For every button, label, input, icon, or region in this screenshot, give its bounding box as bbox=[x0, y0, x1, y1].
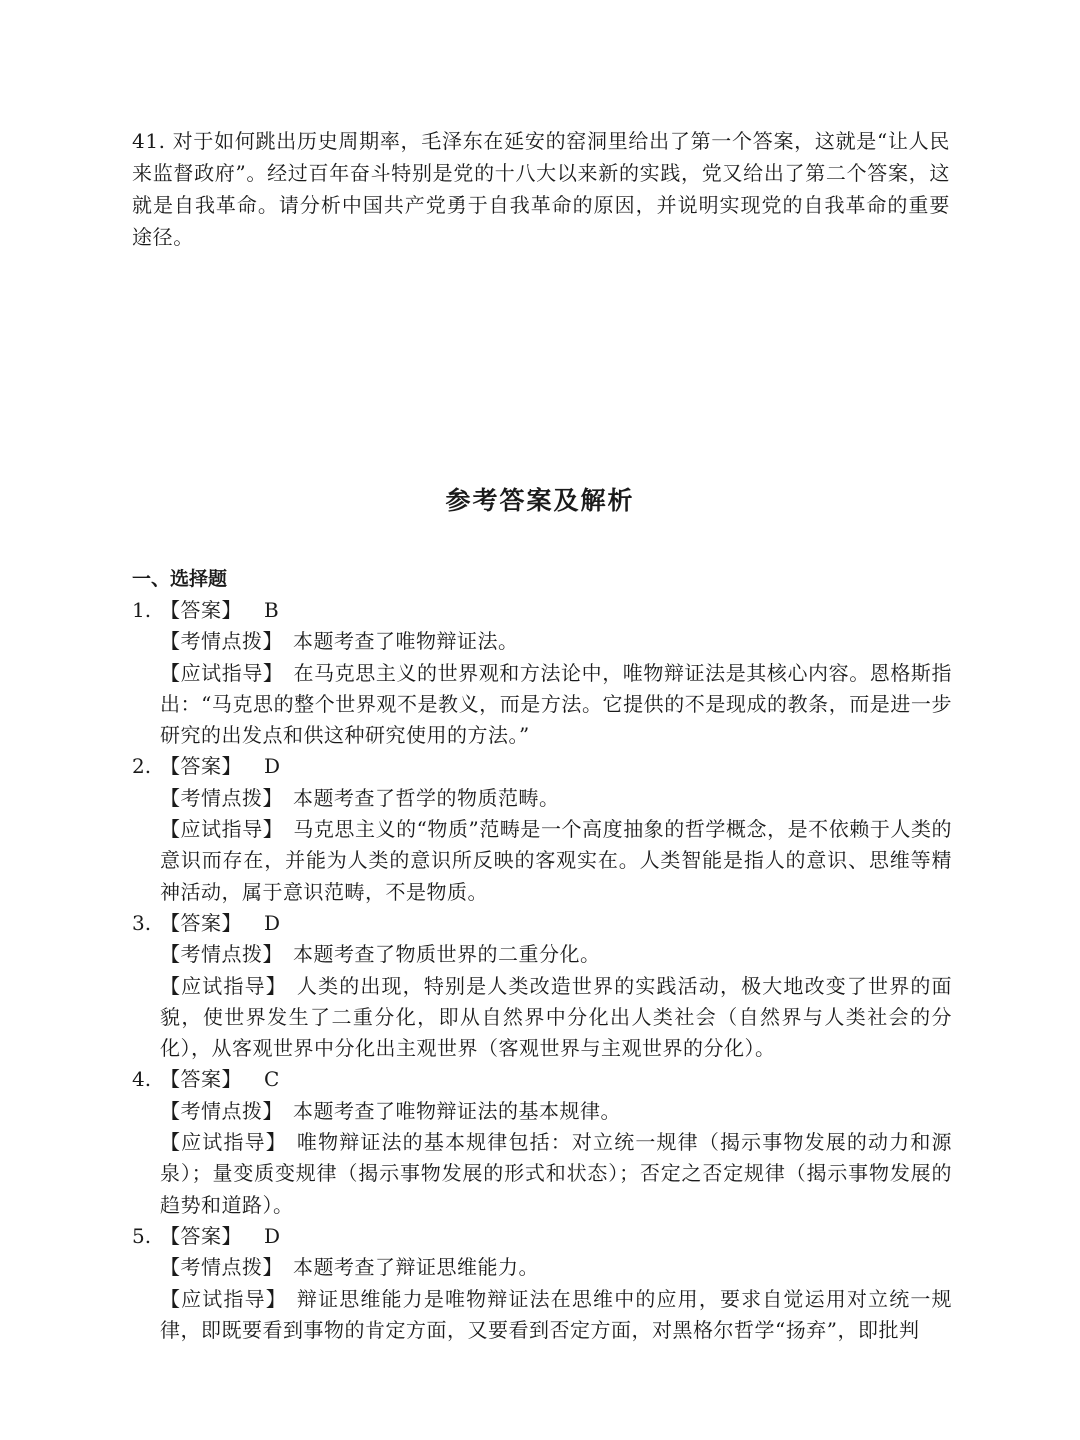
answer-value: B bbox=[264, 598, 279, 622]
item-number: 1. bbox=[132, 598, 152, 622]
guide-label: 【应试指导】 bbox=[160, 1286, 287, 1311]
answer-list bbox=[132, 595, 952, 1346]
answer-line bbox=[132, 595, 952, 626]
point-label: 【考情点拨】 bbox=[160, 629, 283, 654]
answer-label: 【答案】 bbox=[160, 1067, 242, 1092]
point-label: 【考情点拨】 bbox=[160, 942, 283, 967]
answer-value: D bbox=[264, 910, 281, 935]
answer-line bbox=[132, 1064, 952, 1095]
answer-line bbox=[132, 908, 952, 939]
answer-line bbox=[132, 751, 952, 782]
answer-value: D bbox=[264, 1223, 281, 1248]
point-paragraph bbox=[160, 1096, 952, 1127]
guide-text: 辩证思维能力是唯物辩证法在思维中的应用，要求自觉运用对立统一规律，即既要看到事物的肯定方面，又要看到否定方面，对黑格尔哲学“扬弃”，即批判 bbox=[160, 1286, 953, 1342]
guide-label: 【应试指导】 bbox=[160, 973, 287, 998]
point-text: 本题考查了辩证思维能力。 bbox=[293, 1255, 539, 1280]
answer-label: 【答案】 bbox=[160, 1223, 242, 1248]
answer-item-2 bbox=[132, 751, 952, 907]
item-number: 4. bbox=[132, 1067, 152, 1092]
guide-paragraph bbox=[160, 1284, 952, 1347]
guide-paragraph bbox=[160, 658, 952, 752]
answer-label: 【答案】 bbox=[160, 754, 242, 779]
answer-value: D bbox=[264, 754, 281, 779]
point-text: 本题考查了唯物辩证法的基本规律。 bbox=[293, 1098, 621, 1123]
point-label: 【考情点拨】 bbox=[160, 785, 283, 810]
answer-item-1 bbox=[132, 595, 952, 751]
point-text: 本题考查了唯物辩证法。 bbox=[293, 629, 519, 654]
point-paragraph bbox=[160, 1252, 952, 1283]
item-number: 3. bbox=[132, 910, 152, 935]
point-paragraph bbox=[160, 783, 952, 814]
answer-line bbox=[132, 1221, 952, 1252]
point-paragraph bbox=[160, 939, 952, 970]
guide-label: 【应试指导】 bbox=[160, 817, 284, 842]
point-paragraph bbox=[160, 626, 952, 657]
guide-paragraph bbox=[160, 814, 952, 908]
point-label: 【考情点拨】 bbox=[160, 1098, 283, 1123]
item-number: 5. bbox=[132, 1223, 152, 1248]
guide-paragraph bbox=[160, 1127, 952, 1221]
answer-label: 【答案】 bbox=[160, 910, 242, 935]
point-text: 本题考查了哲学的物质范畴。 bbox=[293, 785, 560, 810]
answer-item-5 bbox=[132, 1221, 952, 1346]
section-heading: 一、选择题 bbox=[132, 568, 228, 590]
answer-item-3 bbox=[132, 908, 952, 1064]
answer-label: 【答案】 bbox=[160, 598, 242, 622]
answer-value: C bbox=[264, 1067, 280, 1092]
point-label: 【考情点拨】 bbox=[160, 1255, 283, 1280]
guide-label: 【应试指导】 bbox=[160, 1130, 287, 1155]
guide-paragraph bbox=[160, 971, 952, 1065]
page-title: 参考答案及解析 bbox=[445, 486, 635, 515]
item-number: 2. bbox=[132, 754, 152, 779]
guide-text: 在马克思主义的世界观和方法论中，唯物辩证法是其核心内容。恩格斯指出：“马克思的整个世界观不是教义，而是方法。它提供的不是现成的教条，而是进一步研究的出发点和供这种研究使用的方法。” bbox=[160, 660, 953, 748]
guide-label: 【应试指导】 bbox=[160, 660, 284, 685]
guide-text: 马克思主义的“物质”范畴是一个高度抽象的哲学概念，是不依赖于人类的意识而存在，并能为人类的意识所反映的客观实在。人类智能是指人的意识、思维等精神活动，属于意识范畴，不是物质。 bbox=[160, 817, 953, 904]
question-41: 41. 对于如何跳出历史周期率，毛泽东在延安的窑洞里给出了第一个答案，这就是“让人民来监督政府”。经过百年奋斗特别是党的十八大以来新的实践，党又给出了第二个答案，这就是自我革命。请分析中国共产党勇于自我革命的原因，并说明实现党的自我革命的重要途径。 bbox=[132, 129, 950, 249]
guide-text: 唯物辩证法的基本规律包括：对立统一规律（揭示事物发展的动力和源泉）；量变质变规律（揭示事物发展的形式和状态）；否定之否定规律（揭示事物发展的趋势和道路）。 bbox=[160, 1130, 953, 1217]
point-text: 本题考查了物质世界的二重分化。 bbox=[293, 942, 601, 967]
answer-item-4 bbox=[132, 1064, 952, 1220]
guide-text: 人类的出现，特别是人类改造世界的实践活动，极大地改变了世界的面貌，使世界发生了二重分化，即从自然界中分化出人类社会（自然界与人类社会的分化），从客观世界中分化出主观世界（客观世界与主观世界的分化）。 bbox=[160, 973, 953, 1061]
